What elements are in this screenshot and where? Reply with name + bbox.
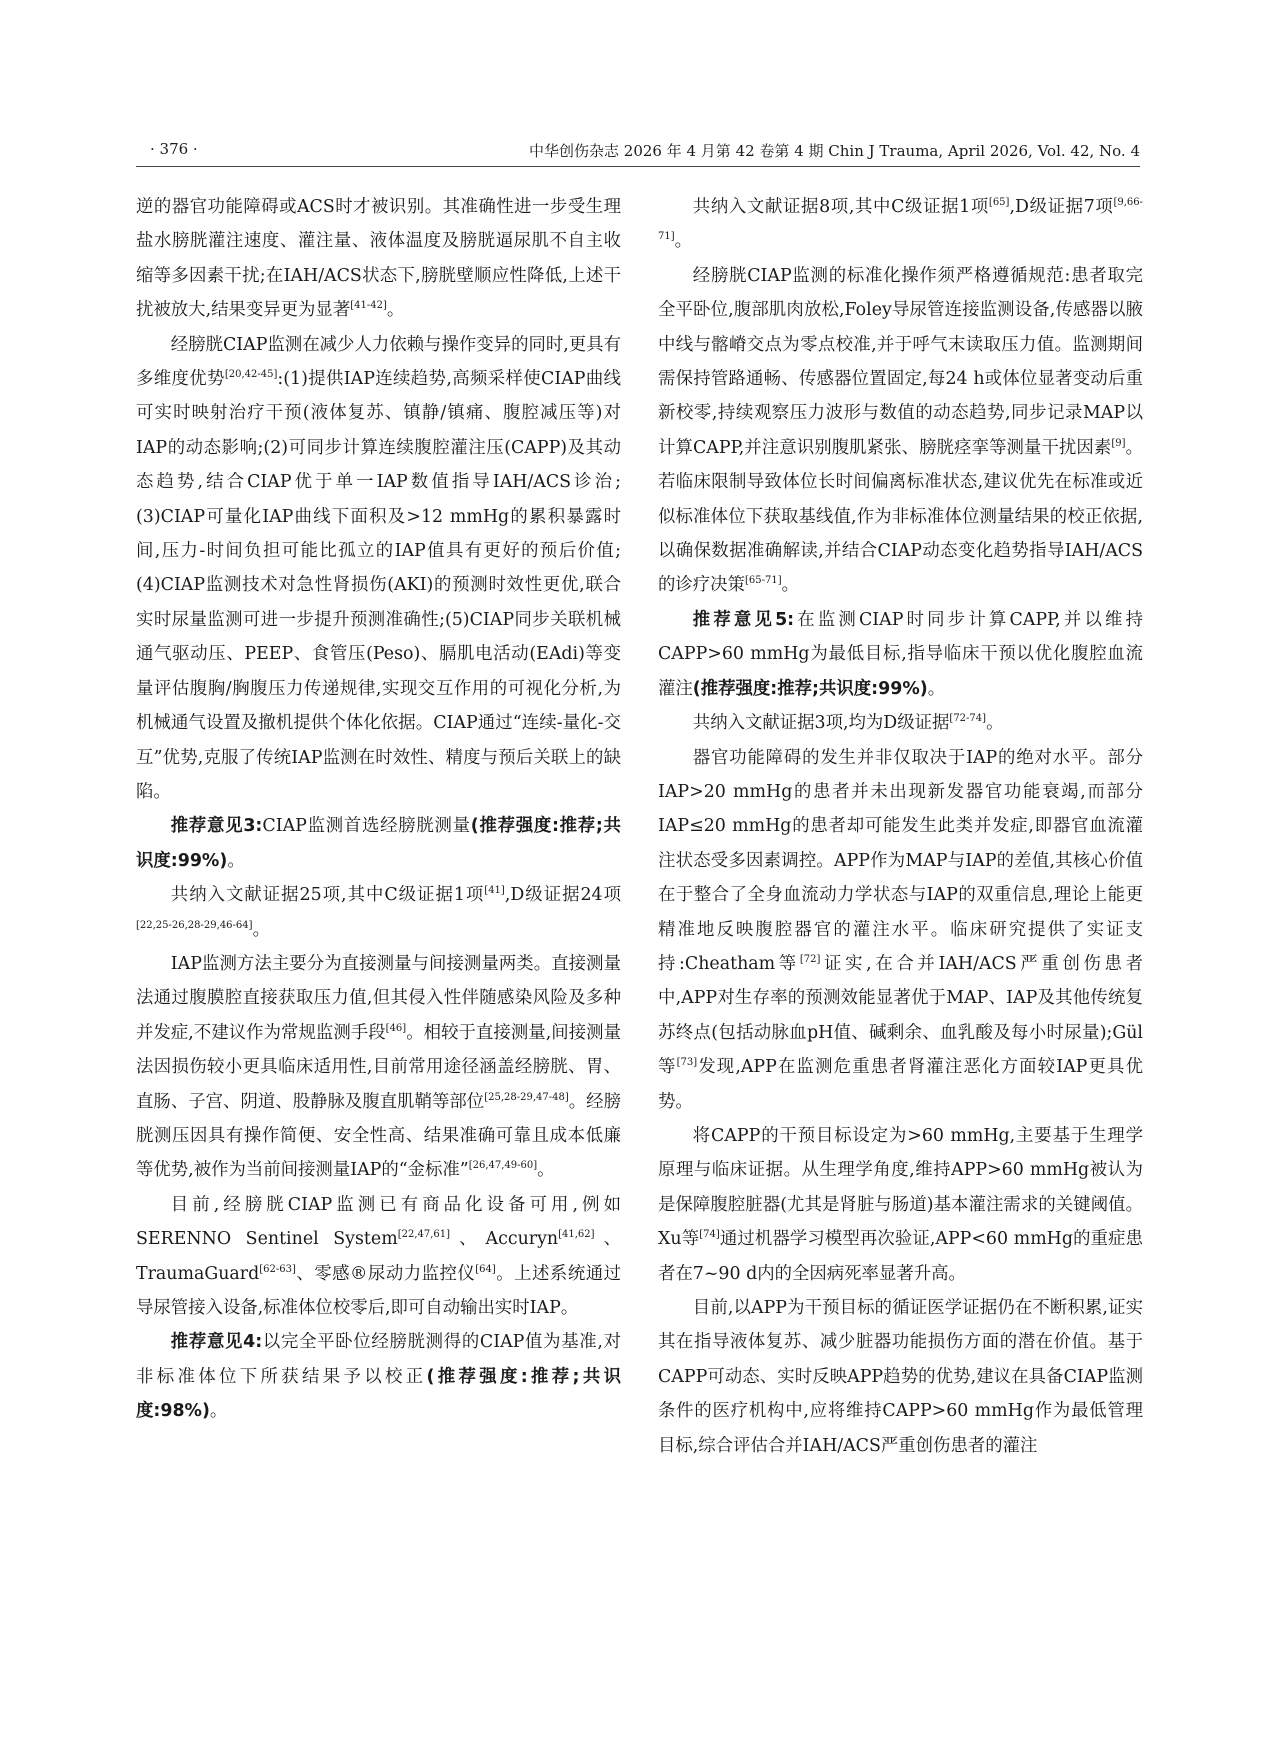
text: 逆的器官功能障碍或ACS时才被识别。其准确性进一步受生理盐水膀胱灌注速度、灌注量、液体温度及膀胱逼尿肌不自主收缩等多因素干扰;在IAH/ACS状态下,膀胱壁顺应性降低,上述干扰被放大,结果变异更为显著 xyxy=(136,197,621,321)
citation: [41] xyxy=(484,885,505,897)
text: 目前,经膀胱CIAP监测已有商品化设备可用,例如SERENNO Sentinel System xyxy=(136,1194,621,1250)
text: 以完全平卧位经膀胱测得的CIAP值为基准,对非标准体位下所获结果予以校正 xyxy=(136,1332,622,1387)
text: 。 xyxy=(252,919,270,940)
evidence-note-3 xyxy=(136,878,621,947)
citation: [65-71] xyxy=(744,575,782,587)
recommendation-strength: (推荐强度:推荐;共识度:99%) xyxy=(136,816,622,871)
text: 、零感®尿动力监控仪 xyxy=(295,1263,476,1284)
paragraph-devices xyxy=(136,1188,621,1326)
text: 目前,以APP为干预目标的循证医学证据仍在不断积累,证实其在指导液体复苏、减少脏器功能损伤方面的潜在价值。基于CAPP可动态、实时反映APP趋势的优势,建议在具备CIAP监测条件的医疗机构中,应将维持CAPP>60 mmHg作为最低管理目标,综合评估合并IAH/ACS严重创伤患者的灌注 xyxy=(658,1298,1143,1456)
citation: [25,28-29,47-48] xyxy=(484,1091,569,1103)
recommendation-5 xyxy=(658,603,1143,706)
header-rule xyxy=(136,166,1140,167)
text: ,D级证据7项 xyxy=(1009,197,1114,217)
text: 发现,APP在监测危重患者肾灌注恶化方面较IAP更具优势。 xyxy=(658,1057,1143,1112)
citation: [22,47,61] xyxy=(397,1229,451,1241)
text: ,D级证据24项 xyxy=(504,885,621,906)
text: 共纳入文献证据3项,均为D级证据 xyxy=(692,713,950,734)
recommendation-strength: (推荐强度:推荐;共识度:98%) xyxy=(136,1366,621,1422)
citation: [9] xyxy=(1111,437,1126,449)
running-header xyxy=(136,140,1140,162)
text: 。相较于直接测量,间接测量法因损伤较小更具临床适用性,目前常用途径涵盖经膀胱、胃、直肠、子宫、阴道、股静脉及腹直肌鞘等部位 xyxy=(136,1022,622,1112)
text: :(1)提供IAP连续趋势,高频采样使CIAP曲线可实时映射治疗干预(液体复苏、镇静/镇痛、腹腔减压等)对IAP的动态影响;(2)可同步计算连续腹腔灌注压(CAPP)及其动态趋势,结合CIAP优于单一IAP数值指导IAH/ACS诊治;(3)CIAP可量化IAP曲线下面积及>12 mmHg的累积暴露时间,压力-时间负担可能比孤立的IAP值具有更好的预后价值;(4)CIAP监测技术对急性肾损伤(AKI)的预测时效性更优,联合实时尿量监测可进一步提升预测准确性;(5)CIAP同步关联机械通气驱动压、PEEP、食管压(Peso)、膈肌电活动(EAdi)等变量评估腹胸/胸腹压力传递规律,实现交互作用的可视化分析,为机械通气设置及撤机提供个体化依据。CIAP通过“连续-量化-交互”优势,克服了传统IAP监测在时效性、精度与预后关联上的缺陷。 xyxy=(136,369,621,802)
text: 证实,在合并IAH/ACS严重创伤患者中,APP对生存率的预测效能显著优于MAP、IAP及其他传统复苏终点(包括动脉血pH值、碱剩余、血乳酸及每小时尿量);Gül等 xyxy=(658,953,1144,1078)
text: 。 xyxy=(227,850,245,871)
text: CIAP监测首选经膀胱测量 xyxy=(262,816,471,837)
citation: [72] xyxy=(799,953,821,965)
text: 。 xyxy=(927,678,946,699)
recommendation-label: 推荐意见4: xyxy=(170,1332,263,1353)
citation: [64] xyxy=(475,1263,496,1275)
text: 。 xyxy=(674,231,693,252)
text: 共纳入文献证据8项,其中C级证据1项 xyxy=(692,197,989,217)
citation: [9,66-71] xyxy=(658,197,1143,243)
paragraph-capp-target xyxy=(658,1119,1143,1291)
recommendation-label: 推荐意见3: xyxy=(170,816,263,837)
evidence-note-4 xyxy=(658,190,1143,259)
citation: [20,42-45] xyxy=(224,369,278,381)
paragraph-measurement-methods xyxy=(136,947,621,1188)
text: 将CAPP的干预目标设定为>60 mmHg,主要基于生理学原理与临床证据。从生理学角度,维持APP>60 mmHg被认为是保障腹腔脏器(尤其是肾脏与肠道)基本灌注需求的关键阈值。Xu等 xyxy=(658,1125,1143,1250)
citation: [74] xyxy=(699,1229,720,1241)
text: 。经膀胱测压因具有操作简便、安全性高、结果准确可靠且成本低廉等优势,被作为当前间接测量IAP的“金标准” xyxy=(136,1091,621,1181)
citation: [62-63] xyxy=(259,1263,296,1275)
journal-citation: 中华创伤杂志 2026 年 4 月第 42 卷第 4 期 Chin J Trauma, April 2026, Vol. 42, No. 4 xyxy=(529,142,1140,160)
paragraph-ciap-advantages xyxy=(136,328,621,810)
citation: [41-42] xyxy=(350,300,387,312)
citation: [72-74] xyxy=(949,713,987,725)
paragraph-continuation xyxy=(136,190,621,328)
evidence-note-5 xyxy=(658,706,1143,740)
recommendation-3 xyxy=(136,809,621,878)
text: 。 xyxy=(781,575,800,596)
recommendation-4 xyxy=(136,1325,621,1428)
paragraph-standard-operation xyxy=(658,259,1143,603)
citation: [65] xyxy=(988,197,1010,208)
recommendation-strength: (推荐强度:推荐;共识度:99%) xyxy=(692,678,928,699)
text: 通过机器学习模型再次验证,APP<60 mmHg的重症患者在7~90 d内的全因病死率显著升高。 xyxy=(658,1229,1143,1284)
text: 。 xyxy=(386,300,405,321)
text: 经膀胱CIAP监测在减少人力依赖与操作变异的同时,更具有多维度优势 xyxy=(136,334,621,390)
citation: [46] xyxy=(385,1022,407,1034)
paragraph-current-evidence xyxy=(658,1291,1143,1463)
text: 。若临床限制导致体位长时间偏离标准状态,建议优先在标准或近似标准体位下获取基线值,作为非标准体位测量结果的校正依据,以确保数据准确解读,并结合CIAP动态变化趋势指导IAH/ACS的诊疗决策 xyxy=(658,437,1143,596)
citation: [22,25-26,28-29,46-64] xyxy=(136,919,253,931)
paragraph-app-rationale xyxy=(658,741,1143,1119)
citation: [26,47,49-60] xyxy=(468,1160,538,1172)
text: 。 xyxy=(537,1160,555,1181)
text: 、TraumaGuard xyxy=(136,1229,622,1284)
text: 、Accuryn xyxy=(450,1229,559,1250)
text: IAP监测方法主要分为直接测量与间接测量两类。直接测量法通过腹膜腔直接获取压力值,但其侵入性伴随感染风险及多种并发症,不建议作为常规监测手段 xyxy=(136,953,621,1043)
text: 在监测CIAP时同步计算CAPP,并以维持CAPP>60 mmHg为最低目标,指导临床干预以优化腹腔血流灌注 xyxy=(658,609,1143,699)
text: 共纳入文献证据25项,其中C级证据1项 xyxy=(170,885,485,906)
recommendation-label: 推荐意见5: xyxy=(692,609,795,630)
left-column xyxy=(136,190,621,1429)
right-column xyxy=(658,190,1143,1463)
page-number: · 376 · xyxy=(150,140,198,158)
text: 。上述系统通过导尿管接入设备,标准体位校零后,即可自动输出实时IAP。 xyxy=(136,1263,621,1318)
citation: [41,62] xyxy=(558,1229,595,1241)
text: 器官功能障碍的发生并非仅取决于IAP的绝对水平。部分IAP>20 mmHg的患者并未出现新发器官功能衰竭,而部分IAP≤20 mmHg的患者却可能发生此类并发症,即器官血流灌注状态受多因素调控。APP作为MAP与IAP的差值,其核心价值在于整合了全身血流动力学状态与IAP的双重信息,理论上能更精准地反映腹腔器官的灌注水平。临床研究提供了实证支持:Cheatham等 xyxy=(658,747,1143,974)
text: 。 xyxy=(986,713,1004,734)
citation: [73] xyxy=(676,1057,698,1069)
text: 。 xyxy=(209,1401,228,1422)
text: 经膀胱CIAP监测的标准化操作须严格遵循规范:患者取完全平卧位,腹部肌肉放松,Foley导尿管连接监测设备,传感器以腋中线与髂嵴交点为零点校准,并于呼气末读取压力值。监测期间需保持管路通畅、传感器位置固定,每24 h或体位显著变动后重新校零,持续观察压力波形与数值的动态趋势,同步记录MAP以计算CAPP,并注意识别腹肌紧张、膀胱痉挛等测量干扰因素 xyxy=(658,265,1143,458)
